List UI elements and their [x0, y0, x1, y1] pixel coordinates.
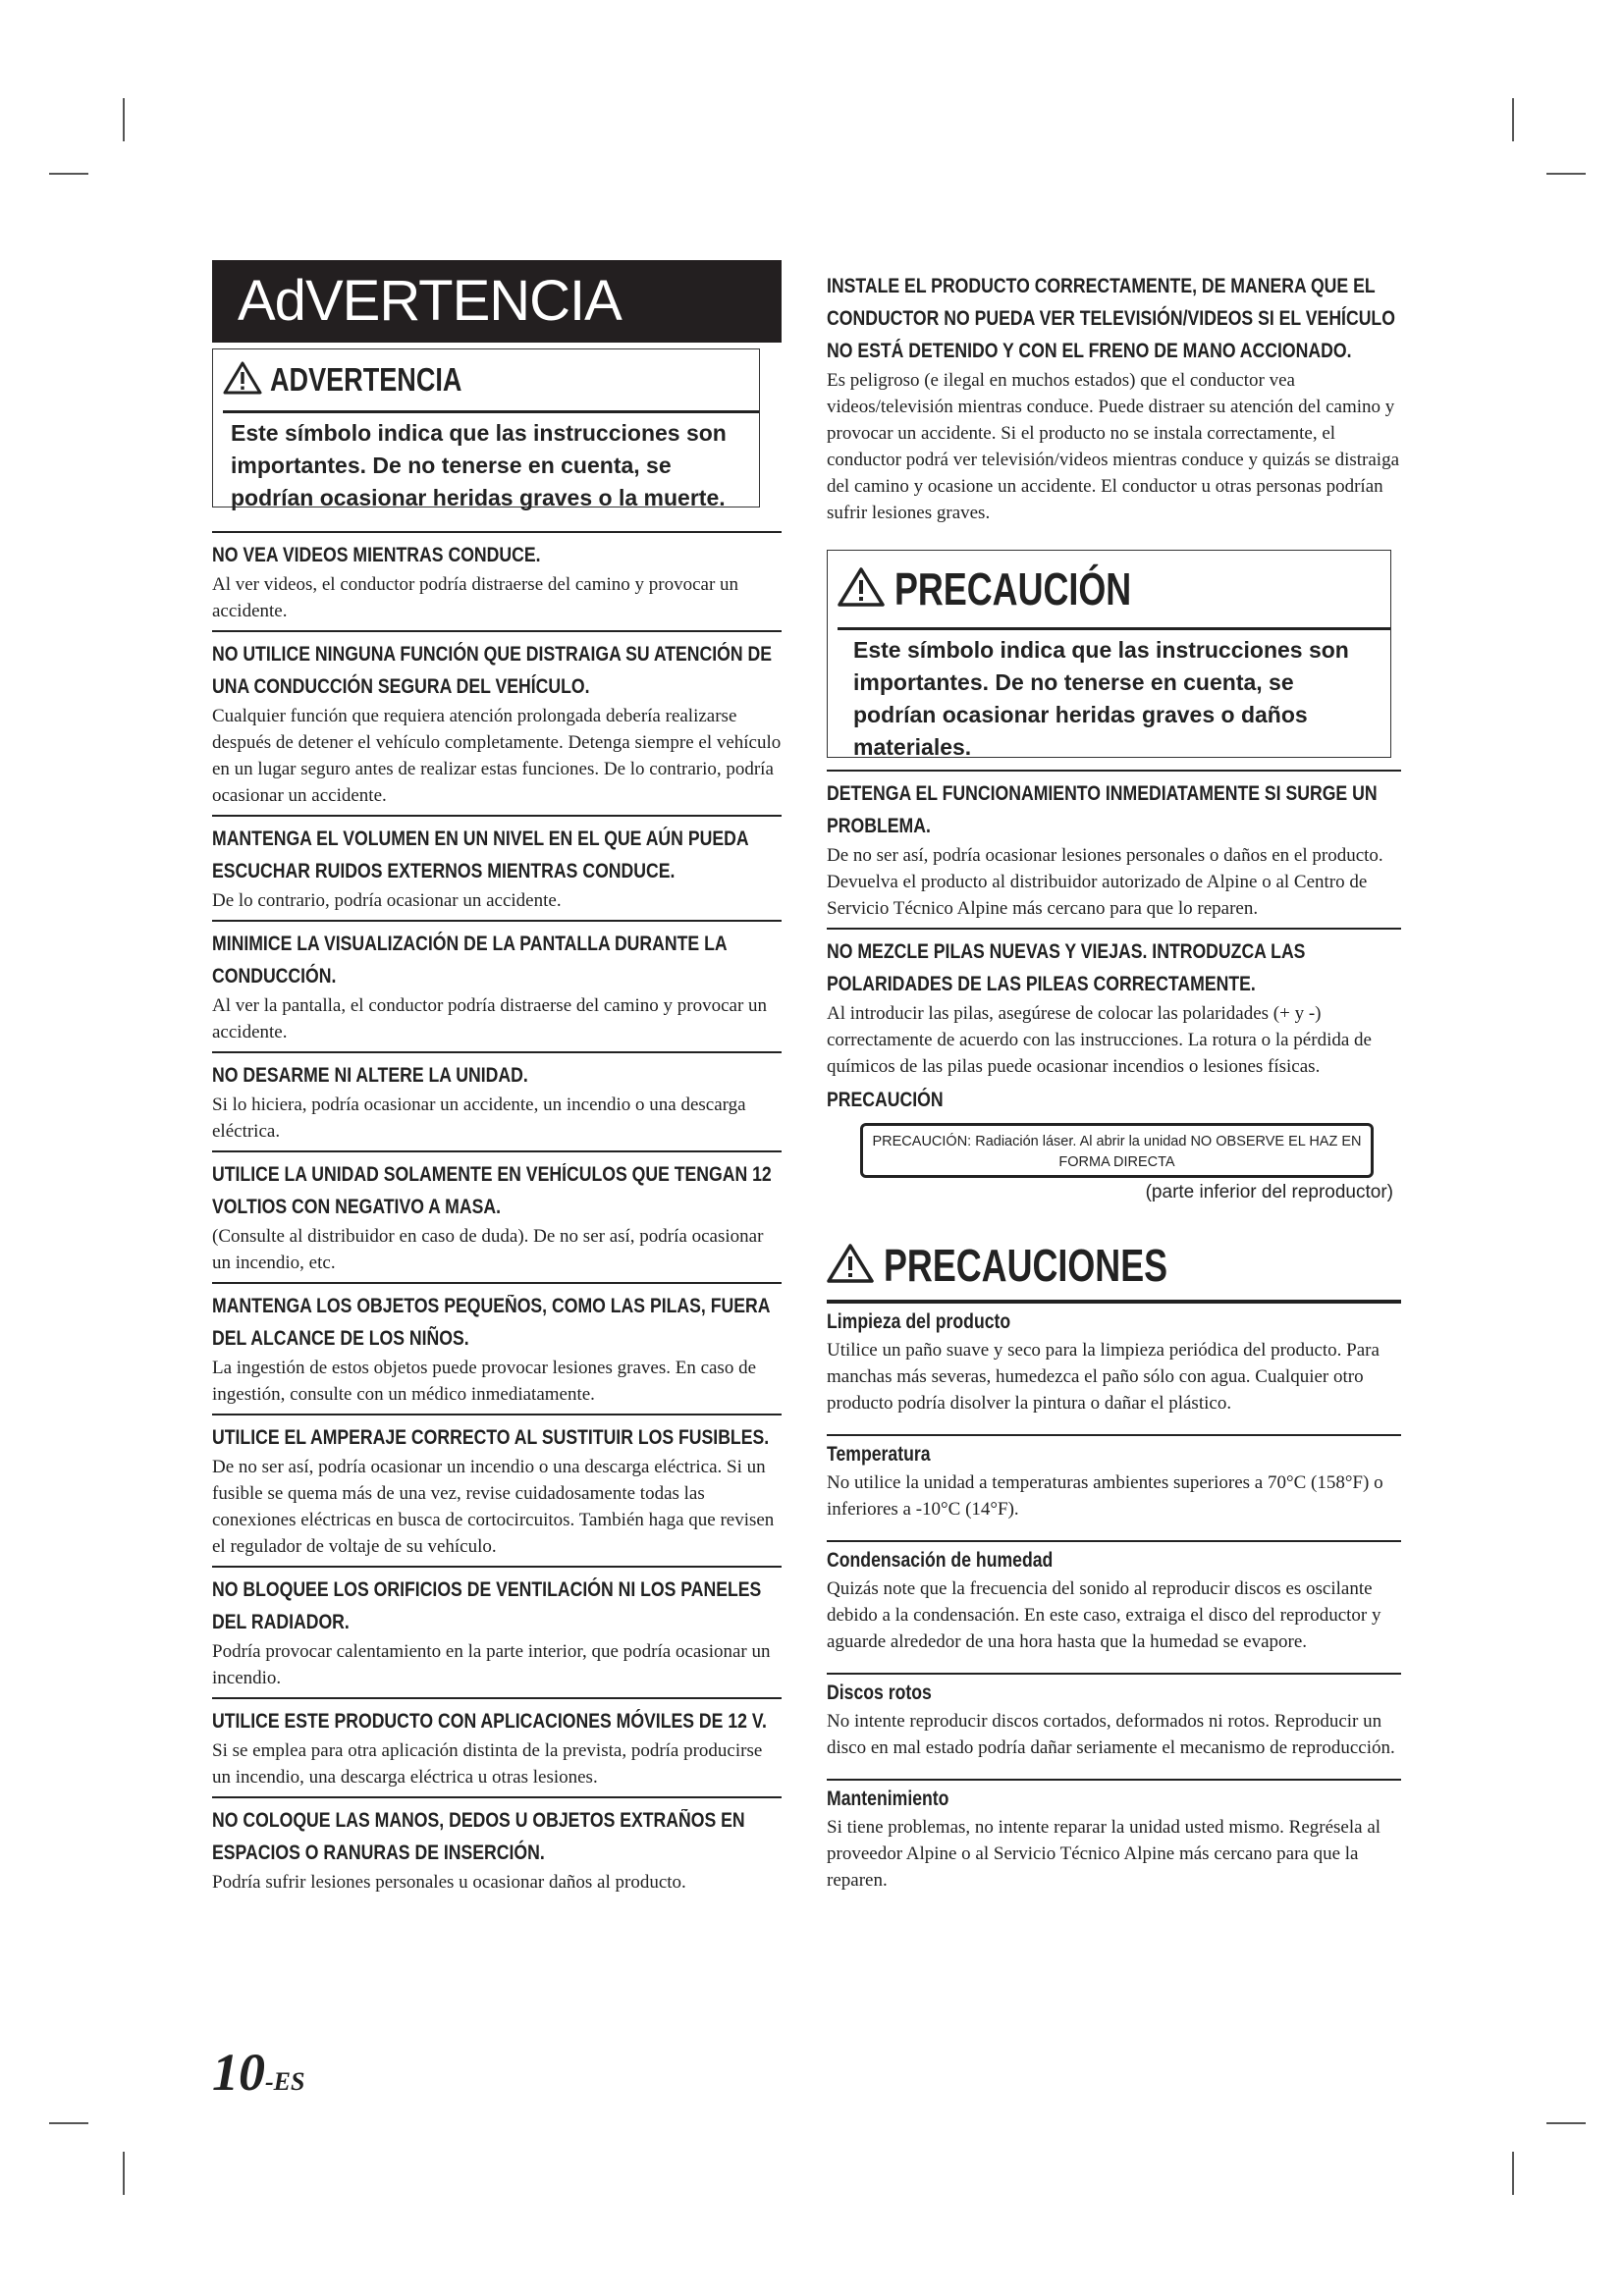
caution-section-head: DETENGA EL FUNCIONAMIENTO INMEDIATAMENTE SI SURGE UN PROBLEMA. [827, 782, 1378, 837]
left-sections [212, 531, 782, 1896]
right-sections [827, 770, 1401, 1080]
install-section-body: Es peligroso (e ilegal en muchos estados) que el conductor vea videos/televisión mientras conduce. Puede distraer su atención del camino y provocar un accidente. Si el producto no se instala correctamente, el conductor podrá ver televisión/videos mientras conduce y quizás se distraiga del camino y ocasione un accidente. El conductor u otras personas podrían sufrir lesiones graves. [827, 370, 1400, 523]
warning-section-head: UTILICE ESTE PRODUCTO CON APLICACIONES MÓVILES DE 12 V. [212, 1710, 767, 1733]
precautions-triangle-icon [827, 1244, 874, 1288]
warning-section [212, 1051, 782, 1145]
warning-section-body: Podría provocar calentamiento en la parte interior, que podría ocasionar un incendio. [212, 1641, 771, 1688]
warning-section-body: La ingestión de estos objetos puede provocar lesiones graves. En caso de ingestión, consulte con un médico inmediatamente. [212, 1358, 757, 1405]
precaution-item-body: Quizás note que la frecuencia del sonido al reproducir discos es oscilante debido a la condensación. En este caso, extraiga el disco del reproductor y aguarde alrededor de una hora hasta que la humedad se evapore. [827, 1578, 1381, 1652]
warning-section [212, 920, 782, 1045]
warning-box [212, 348, 760, 510]
precaution-item-head: Mantenimiento [827, 1788, 949, 1810]
warning-section-head: UTILICE EL AMPERAJE CORRECTO AL SUSTITUIR LOS FUSIBLES. [212, 1426, 770, 1449]
precaution-item-head: Temperatura [827, 1443, 931, 1466]
warning-section-body: De lo contrario, podría ocasionar un accidente. [212, 890, 562, 911]
warning-section [212, 1796, 782, 1896]
caution-box-text: Este símbolo indica que las instrucciones son importantes. De no tenerse en cuenta, se podrían ocasionar heridas graves o daños materiales. [853, 637, 1349, 760]
caution-section-body: De no ser así, podría ocasionar lesiones personales o daños en el producto. Devuelva el producto al distribuidor autorizado de Alpine o al Centro de Servicio Técnico Alpine más cercano para que lo reparen. [827, 845, 1383, 919]
warning-section [212, 815, 782, 914]
page-title-banner: AdVERTENCIA [212, 260, 782, 343]
install-section-head: INSTALE EL PRODUCTO CORRECTAMENTE, DE MANERA QUE EL CONDUCTOR NO PUEDA VER TELEVISIÓN/VIDEOS SI EL VEHÍCULO NO ESTÁ DETENIDO Y CON EL FRENO DE MANO ACCIONADO. [827, 275, 1395, 362]
warning-section-body: Si se emplea para otra aplicación distinta de la prevista, podría producirse un incendio, una descarga eléctrica u otras lesiones. [212, 1740, 763, 1788]
caution-section-body: Al introducir las pilas, asegúrese de colocar las polaridades (+ y -) correctamente de acuerdo con las instrucciones. La rotura o la pérdida de químicos de las pilas puede ocasionar incendios o lesiones físicas. [827, 1003, 1372, 1077]
warning-section-head: MINIMICE LA VISUALIZACIÓN DE LA PANTALLA DURANTE LA CONDUCCIÓN. [212, 933, 727, 988]
warning-section-head: NO COLOQUE LAS MANOS, DEDOS U OBJETOS EXTRAÑOS EN ESPACIOS O RANURAS DE INSERCIÓN. [212, 1809, 745, 1864]
page-number-value: 10 [212, 2043, 265, 2102]
install-section [827, 270, 1401, 526]
warning-section-body: (Consulte al distribuidor en caso de duda). De no ser así, podría ocasionar un incendio, etc. [212, 1226, 764, 1273]
precaution-item-body: Utilice un paño suave y seco para la limpieza periódica del producto. Para manchas más severas, humedezca el paño sólo con agua. Cualquier otro producto podría disolver la pintura o dañar el plástico. [827, 1340, 1380, 1414]
crop-mark [1512, 98, 1514, 141]
warning-section [212, 1150, 782, 1276]
warning-section-head: NO BLOQUEE LOS ORIFICIOS DE VENTILACIÓN NI LOS PANELES DEL RADIADOR. [212, 1578, 762, 1633]
precaution-item [827, 1540, 1401, 1655]
crop-mark [49, 173, 88, 175]
warning-section [212, 1566, 782, 1691]
warning-box-title: ADVERTENCIA [270, 361, 462, 398]
page-number-suffix: -ES [265, 2067, 305, 2096]
warning-section-body: Al ver videos, el conductor podría distraerse del camino y provocar un accidente. [212, 574, 739, 621]
right-column [827, 260, 1401, 1911]
warning-section-head: NO UTILICE NINGUNA FUNCIÓN QUE DISTRAIGA SU ATENCIÓN DE UNA CONDUCCIÓN SEGURA DEL VEHÍCULO. [212, 643, 773, 698]
warning-section [212, 531, 782, 624]
warning-section-head: NO VEA VIDEOS MIENTRAS CONDUCE. [212, 544, 541, 566]
precaution-item-head: Discos rotos [827, 1682, 932, 1704]
warning-box-text: Este símbolo indica que las instrucciones son importantes. De no tenerse en cuenta, se podrían ocasionar heridas graves o la muerte. [231, 420, 727, 510]
precaution-item [827, 1434, 1401, 1522]
warning-section-body: De no ser así, podría ocasionar un incendio o una descarga eléctrica. Si un fusible se quema más de una vez, revise cuidadosamente todas las conexiones eléctricas en busca de cortocircuitos. También haga que revisen el regulador de voltaje de su vehículo. [212, 1457, 775, 1557]
warning-section-body: Cualquier función que requiera atención prolongada debería realizarse después de detener el vehículo completamente. Detenga siempre el vehículo en un lugar seguro antes de realizar estas funciones. De lo contrario, podría ocasionar un accidente. [212, 706, 782, 806]
warning-section-head: UTILICE LA UNIDAD SOLAMENTE EN VEHÍCULOS QUE TENGAN 12 VOLTIOS CON NEGATIVO A MASA. [212, 1163, 772, 1218]
warning-section-head: NO DESARME NI ALTERE LA UNIDAD. [212, 1064, 528, 1087]
laser-warning-label: PRECAUCIÓN: Radiación láser. Al abrir la unidad NO OBSERVE EL HAZ EN FORMA DIRECTA [860, 1123, 1374, 1178]
laser-label: PRECAUCIÓN [827, 1089, 944, 1111]
warning-section-body: Podría sufrir lesiones personales u ocasionar daños al producto. [212, 1872, 686, 1893]
warning-section [212, 630, 782, 809]
caution-box-title: PRECAUCIÓN [894, 563, 1132, 614]
crop-mark [123, 2152, 125, 2195]
crop-mark [49, 2122, 88, 2124]
caution-box [827, 550, 1391, 758]
crop-mark [1546, 173, 1586, 175]
laser-section [827, 1086, 1401, 1203]
precautions-items [827, 1304, 1401, 1894]
caution-section [827, 770, 1401, 922]
caution-triangle-icon [838, 567, 885, 612]
page-number [212, 2042, 304, 2103]
warning-triangle-icon [223, 361, 262, 400]
warning-section-body: Si lo hiciera, podría ocasionar un accidente, un incendio o una descarga eléctrica. [212, 1095, 746, 1142]
precaution-item-body: Si tiene problemas, no intente reparar la unidad usted mismo. Regrésela al proveedor Alpine o al Servicio Técnico Alpine más cercano para que la reparen. [827, 1817, 1381, 1891]
precaution-item [827, 1779, 1401, 1894]
warning-section [212, 1697, 782, 1790]
crop-mark [1546, 2122, 1586, 2124]
precautions-title: PRECAUCIONES [884, 1240, 1168, 1291]
precaution-item-body: No utilice la unidad a temperaturas ambientes superiores a 70°C (158°F) o inferiores a -10°C (14°F). [827, 1472, 1383, 1520]
crop-mark [1512, 2152, 1514, 2195]
warning-section [212, 1414, 782, 1560]
laser-note: (parte inferior del reproductor) [1145, 1182, 1393, 1202]
warning-section-body: Al ver la pantalla, el conductor podría distraerse del camino y provocar un accidente. [212, 995, 768, 1042]
caution-section [827, 928, 1401, 1080]
warning-section-head: MANTENGA LOS OBJETOS PEQUEÑOS, COMO LAS PILAS, FUERA DEL ALCANCE DE LOS NIÑOS. [212, 1295, 770, 1350]
precaution-item-body: No intente reproducir discos cortados, deformados ni rotos. Reproducir un disco en mal estado podría dañar seriamente el mecanismo de reproducción. [827, 1711, 1395, 1758]
caution-box-header [838, 551, 1390, 630]
precaution-item [827, 1304, 1401, 1416]
crop-mark [123, 98, 125, 141]
precaution-item-head: Limpieza del producto [827, 1310, 1011, 1333]
warning-section-head: MANTENGA EL VOLUMEN EN UN NIVEL EN EL QUE AÚN PUEDA ESCUCHAR RUIDOS EXTERNOS MIENTRAS CONDUCE. [212, 828, 748, 882]
warning-box-header [223, 349, 759, 413]
warning-section [212, 1282, 782, 1408]
left-column [212, 260, 782, 1901]
precaution-item [827, 1673, 1401, 1761]
precautions-header [827, 1231, 1401, 1304]
caution-section-head: NO MEZCLE PILAS NUEVAS Y VIEJAS. INTRODUZCA LAS POLARIDADES DE LAS PILEAS CORRECTAMENTE. [827, 940, 1306, 995]
precaution-item-head: Condensación de humedad [827, 1549, 1054, 1572]
